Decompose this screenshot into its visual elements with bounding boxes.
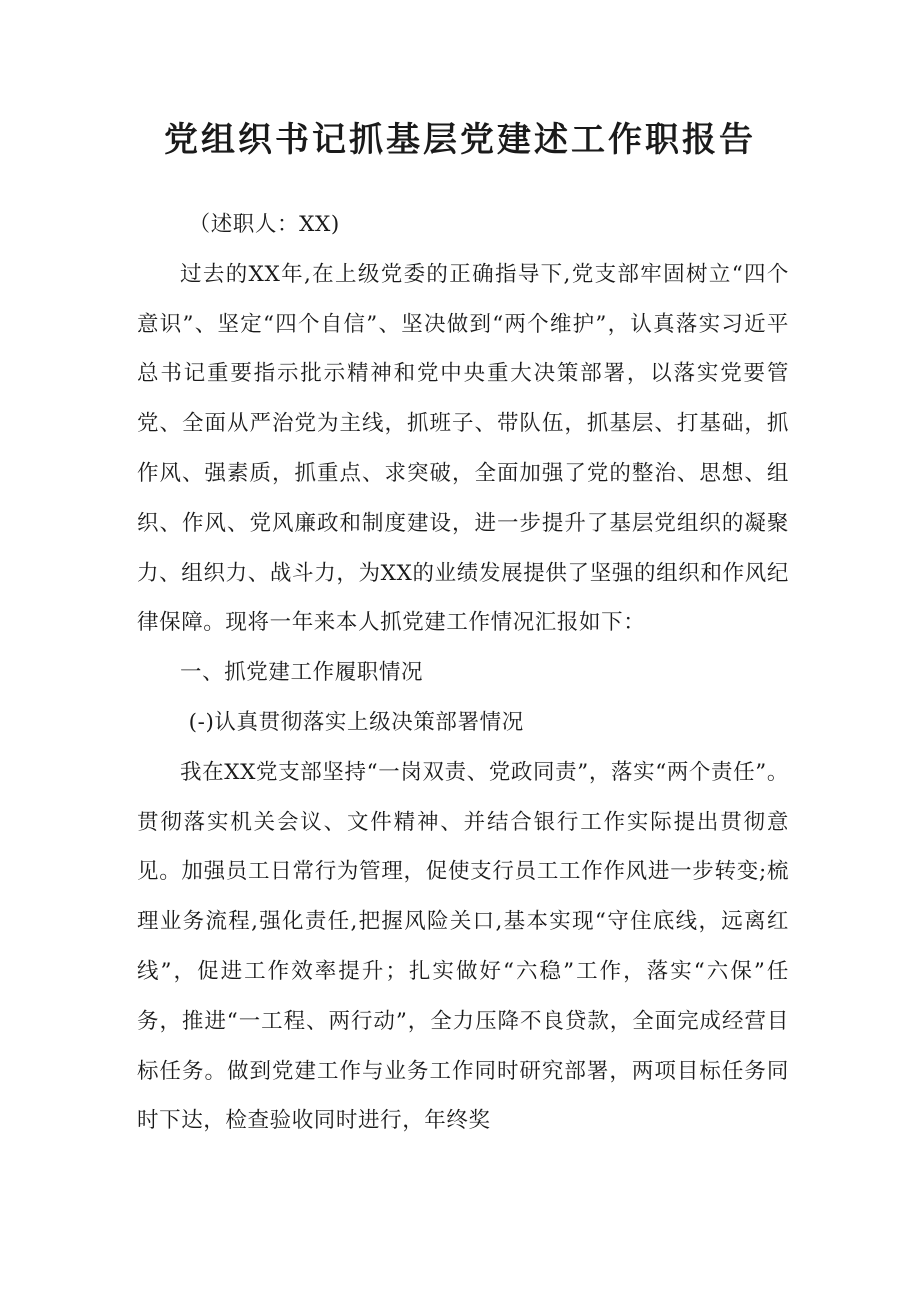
document-title: 党组织书记抓基层党建述工作职报告 [164, 120, 756, 160]
document-body [137, 200, 789, 1146]
paragraph-intro: 过去的XX年,在上级党委的正确指导下,党支部牢固树立“四个意识”、坚定“四个自信”、坚决做到“两个维护”，认真落实习近平总书记重要指示批示精神和党中央重大决策部署，以落实党要管党、全面从严治党为主线，抓班子、带队伍，抓基层、打基础，抓作风、强素质，抓重点、求突破，全面加强了党的整治、思想、组织、作风、党风廉政和制度建设，进一步提升了基层党组织的凝聚力、组织力、战斗力，为XX的业绩发展提供了坚强的组织和作风纪律保障。现将一年来本人抓党建工作情况汇报如下： [137, 261, 789, 636]
subsection-heading: (-)认真贯彻落实上级决策部署情况 [188, 709, 524, 735]
section-heading: 一、抓党建工作履职情况 [180, 660, 424, 686]
byline: （述职人：XX) [188, 212, 340, 237]
paragraph-implementation: 我在XX党支部坚持“一岗双责、党政同责”，落实“两个责任”。贯彻落实机关会议、文件精神、并结合银行工作实际提出贯彻意见。加强员工日常行为管理，促使支行员工工作作风进一步转变;梳理业务流程,强化责任,把握风险关口,基本实现“守住底线，远离红线”，促进工作效率提升；扎实做好“六稳”工作，落实“六保”任务，推进“一工程、两行动”，全力压降不良贷款，全面完成经营目标任务。做到党建工作与业务工作同时研究部署，两项目标任务同时下达，检查验收同时进行，年终奖 [137, 759, 789, 1134]
